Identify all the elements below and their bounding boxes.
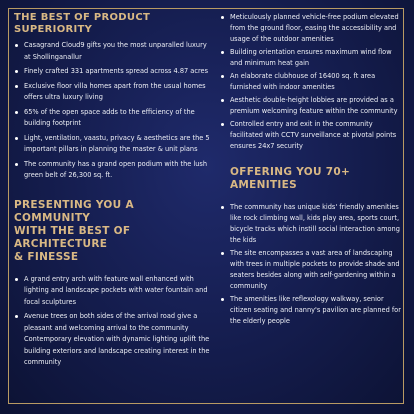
list-item: Building orientation ensures maximum wind flow and minimum heat gain [220,47,404,69]
architecture-section [14,199,214,369]
section-heading [14,199,214,264]
left-column [14,12,214,372]
list-item: Light, ventilation, vaastu, privacy & aesthetics are the 5 important pillars in planning the master & unit plans [14,133,214,156]
list-item: 65% of the open space adds to the efficiency of the building footprint [14,107,214,130]
heading-line: AMENITIES [230,179,297,191]
right-column [220,12,404,329]
heading-line: WITH THE BEST OF ARCHITECTURE [14,224,131,250]
list-item: Controlled entry and exit in the community facilitated with CCTV surveillance at pivotal points ensures 24x7 security [220,119,404,152]
bullet-list [220,202,404,327]
list-item: The community has a grand open podium with the lush green belt of 26,300 sq. ft. [14,159,214,182]
heading-line: & FINESSE [14,250,79,263]
list-item: The site encompasses a vast area of landscaping with trees in multiple pockets to provide shade and seaters besides along with self-gardening within a community [220,248,404,292]
list-item: An elaborate clubhouse of 16400 sq. ft area furnished with indoor amenities [220,71,404,93]
bullet-list [220,12,404,152]
list-item: A grand entry arch with feature wall enhanced with lighting and landscape pockets with water fountain and focal sculptures [14,274,214,309]
list-item: The community has unique kids' friendly amenities like rock climbing wall, kids play area, sports court, bicycle tracks which instill social interaction among the kids [220,202,404,246]
heading-line: PRESENTING YOU A COMMUNITY [14,198,134,224]
list-item: The amenities like reflexology walkway, senior citizen seating and nanny's pavilion are planned for the elderly people [220,294,404,327]
list-item: Casagrand Cloud9 gifts you the most unparalled luxury at Shollinganallur [14,40,214,63]
list-item: Meticulously planned vehicle-free podium elevated from the ground floor, easing the accessibility and usage of the outdoor amenities [220,12,404,45]
heading-line: OFFERING YOU 70+ [230,166,351,178]
product-superiority-section [14,12,214,182]
list-item: Exclusive floor villa homes apart from the usual homes offers ultra luxury living [14,81,214,104]
heading-line: SUPERIORITY [14,24,93,35]
list-item: Finely crafted 331 apartments spread across 4.87 acres [14,66,214,78]
bullet-list [14,40,214,182]
section-heading [220,166,404,192]
heading-line: THE BEST OF PRODUCT [14,12,151,23]
bullet-list [14,274,214,369]
amenities-section [220,166,404,327]
list-item: Aesthetic double-height lobbies are provided as a premium welcoming feature within the community [220,95,404,117]
section-heading [14,12,214,36]
list-item: Avenue trees on both sides of the arrival road give a pleasant and welcoming arrival to the community Contemporary elevation with dynamic lighting uplift the building exteriors and landscape creating interest in the community [14,311,214,369]
